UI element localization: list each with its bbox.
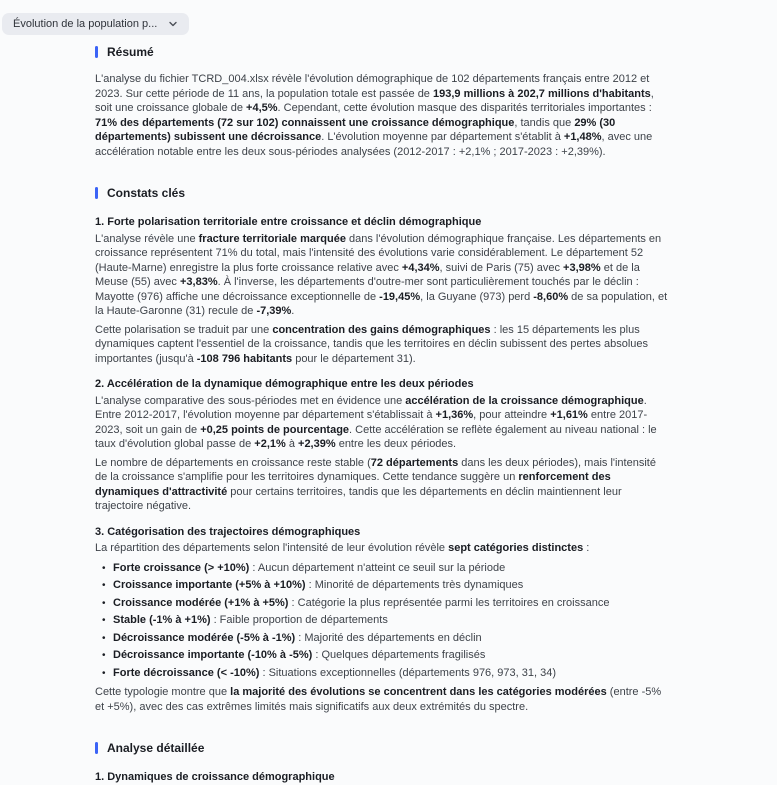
paragraph-resume: L'analyse du fichier TCRD_004.xlsx révèle l'évolution démographique de 102 départements français entre 2012 et 2023. Sur cette période de 11 ans, la population totale est passée de 193,9 millions à 202,7 millions d'habitants, soit une croissance globale de +4,5%. Cependant, cette évolution masque des disparités territoriales importantes : 71% des départements (72 sur 102) connaissent une croissance démographique, tandis que 29% (30 départements) subissent une décroissance. L'évolution moyenne par département s'établit à +1,48%, avec une accélération notable entre les deux sous-périodes analysées (2012-2017 : +2,1% ; 2017-2023 : +2,39%). — [95, 73, 654, 158]
section-header-analyse-detaillee — [95, 741, 669, 755]
list-item-text: Croissance importante (+5% à +10%) : Minorité de départements très dynamiques — [113, 579, 524, 591]
list-item-decroissance-importante — [95, 648, 669, 664]
list-item-stable — [95, 613, 669, 629]
paragraph-categorisation-conclusion: Cette typologie montre que la majorité des évolutions se concentrent dans les catégories modérées (entre -5% et +5%), avec des cas extrêmes limités mais significatifs aux deux extrémités du spectre. — [95, 686, 662, 713]
bullet-icon — [95, 631, 113, 647]
paragraph-acceleration-2: Le nombre de départements en croissance reste stable (72 départements dans les deux périodes), mais l'intensité de la croissance s'amplifie pour les territoires dynamiques. Cette tendance suggère un renforcement des dynamiques d'attractivité pour certains territoires, tandis que les départements en déclin maintiennent leur trajectoire négative. — [95, 456, 656, 512]
bullet-icon — [95, 613, 113, 629]
paragraph-categorisation-intro: La répartition des départements selon l'intensité de leur évolution révèle sept catégories distinctes : — [95, 542, 590, 554]
list-item-forte-croissance — [95, 561, 669, 577]
list-item-text: Forte croissance (> +10%) : Aucun département n'atteint ce seuil sur la période — [113, 561, 506, 574]
bullet-icon — [95, 561, 113, 577]
list-item-text: Décroissance modérée (-5% à -1%) : Majorité des départements en déclin — [113, 631, 482, 644]
paragraph-polarisation-2: Cette polarisation se traduit par une concentration des gains démographiques : les 15 départements les plus dynamiques captent l'essentiel de la croissance, tandis que les territoires en déclin subissent des pertes absolues importantes (jusqu'à -108 796 habitants pour le département 31). — [95, 323, 649, 365]
list-item-croissance-importante — [95, 578, 669, 594]
subsection-heading-dynamiques: 1. Dynamiques de croissance démographique — [95, 771, 335, 783]
list-item-text: Croissance modérée (+1% à +5%) : Catégorie la plus représentée parmi les territoires en croissance — [113, 596, 610, 609]
subsection-heading-polarisation: 1. Forte polarisation territoriale entre croissance et déclin démographique — [95, 216, 482, 228]
subsection-heading-categorisation: 3. Catégorisation des trajectoires démographiques — [95, 525, 361, 538]
section-title-constats-cles: Constats clés — [107, 186, 186, 200]
report-content — [95, 38, 669, 785]
paragraph-polarisation-1: L'analyse révèle une fracture territoriale marquée dans l'évolution démographique française. Les départements en croissance représentent 71% du total, mais l'intensité des évolutions varie considérablement. Le département 52 (Haute-Marne) enregistre la plus forte croissance relative avec +4,34%, suivi de Paris (75) avec +3,98% et de la Meuse (55) avec +3,83%. À l'inverse, les départements d'outre-mer sont particulièrement touchés par le déclin : Mayotte (976) affiche une décroissance exceptionnelle de -19,45%, la Guyane (973) perd -8,60% de sa population, et la Haute-Garonne (31) recule de -7,39%. — [95, 232, 668, 317]
category-list — [95, 561, 669, 682]
section-accent-bar — [95, 187, 98, 199]
chevron-down-icon — [168, 19, 178, 29]
list-item-croissance-moderee — [95, 596, 669, 612]
section-accent-bar — [95, 742, 98, 754]
list-item-text: Forte décroissance (< -10%) : Situations exceptionnelles (départements 976, 973, 31, 34) — [113, 666, 556, 679]
section-header-resume — [95, 45, 669, 59]
section-analyse-detaillee — [95, 741, 669, 785]
section-accent-bar — [95, 46, 98, 58]
section-resume — [95, 45, 669, 159]
list-item-decroissance-moderee — [95, 631, 669, 647]
dataset-selector-dropdown[interactable] — [2, 13, 189, 35]
bullet-icon — [95, 648, 113, 664]
paragraph-acceleration-1: L'analyse comparative des sous-périodes met en évidence une accélération de la croissance démographique. Entre 2012-2017, l'évolution moyenne par département s'établissait à +1,36%, pour atteindre +1,61% entre 2017-2023, soit un gain de +0,25 points de pourcentage. Cette accélération se reflète également au niveau national : le taux d'évolution global passe de +2,1% à +2,39% entre les deux périodes. — [95, 394, 657, 450]
dataset-selector-label: Évolution de la population p... — [13, 18, 158, 30]
section-constats-cles — [95, 186, 669, 714]
bullet-icon — [95, 596, 113, 612]
bullet-icon — [95, 578, 113, 594]
section-header-constats-cles — [95, 186, 669, 200]
subsection-heading-acceleration: 2. Accélération de la dynamique démographique entre les deux périodes — [95, 378, 474, 390]
list-item-text: Stable (-1% à +1%) : Faible proportion de départements — [113, 614, 388, 626]
bullet-icon — [95, 666, 113, 682]
section-title-resume: Résumé — [107, 45, 154, 59]
list-item-forte-decroissance — [95, 666, 669, 682]
section-title-analyse-detaillee: Analyse détaillée — [107, 741, 205, 755]
list-item-text: Décroissance importante (-10% à -5%) : Quelques départements fragilisés — [113, 649, 486, 661]
